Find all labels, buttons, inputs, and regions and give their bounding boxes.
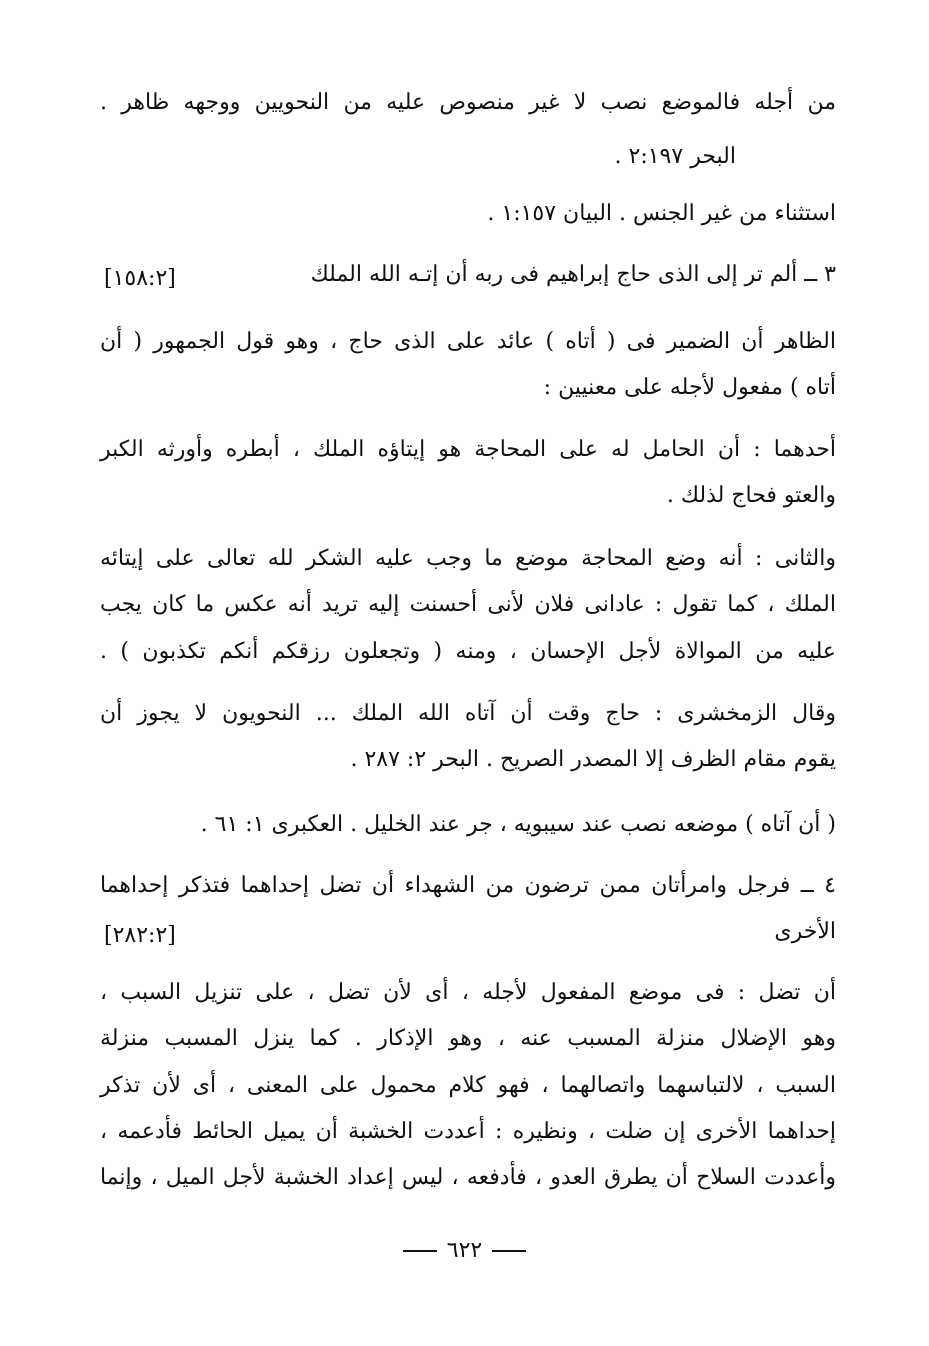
verse-line: ٣ ــ ألم تر إلى الذى حاج إبراهيم فى ربه أن إتـه الله الملك — [310, 262, 836, 287]
text-line: أتاه ) مفعول لأجله على معنيين : — [543, 375, 836, 400]
verse-reference: [٢٨٢:٢] — [104, 923, 176, 948]
text-line: يقوم مقام الظرف إلا المصدر الصريح . البحر ٢: ٢٨٧ . — [350, 747, 836, 772]
verse-line: ٤ ــ فرجل وامرأتان ممن ترضون من الشهداء أن تضل إحداهما فتذكر إحداهما — [100, 873, 836, 898]
text-line: والثانى : أنه وضع المحاجة موضع ما وجب عليه الشكر لله تعالى على إيتائه — [100, 546, 836, 571]
footer-dash — [403, 1250, 437, 1252]
text-line: من أجله فالموضع نصب لا غير منصوص عليه من النحويين ووجهه ظاهر . — [100, 90, 836, 115]
text-line: عليه من الموالاة لأجل الإحسان ، ومنه ( وتجعلون رزقكم أنكم تكذبون ) . — [100, 639, 836, 664]
text-line: وقال الزمخشرى : حاج وقت أن آتاه الله الملك ... النحويون لا يجوز أن — [100, 701, 836, 726]
text-line: وأعددت السلاح أن يطرق العدو ، فأدفعه ، ليس إعداد الخشبة لأجل الميل ، وإنما — [100, 1165, 836, 1190]
text-line: أن تضل : فى موضع المفعول لأجله ، أى لأن تضل ، على تنزيل السبب ، — [100, 980, 836, 1005]
text-line: السبب ، لالتباسهما واتصالهما ، فهو كلام محمول على المعنى ، أى لأن تذكر — [100, 1073, 836, 1098]
verse-reference: [١٥٨:٢] — [104, 266, 176, 291]
text-line: البحر ٢:١٩٧ . — [614, 144, 736, 169]
text-line: ( أن آتاه ) موضعه نصب عند سيبويه ، جر عند الخليل . العكبرى ١: ٦١ . — [200, 812, 836, 837]
page-number: ٦٢٢ — [446, 1238, 483, 1263]
page-footer — [0, 1236, 929, 1266]
footer-dash — [492, 1250, 526, 1252]
text-line: أحدهما : أن الحامل له على المحاجة هو إيتاؤه الملك ، أبطره وأورثه الكبر — [100, 437, 836, 462]
text-line: إحداهما الأخرى إن ضلت ، ونظيره : أعددت الخشبة أن يميل الحائط فأدعمه ، — [100, 1119, 836, 1144]
text-line: وهو الإضلال منزلة المسبب عنه ، وهو الإذكار . كما ينزل المسبب منزلة — [100, 1026, 836, 1051]
text-line: والعتو فحاج لذلك . — [666, 483, 836, 508]
verse-line: الأخرى — [774, 919, 836, 944]
text-line: الظاهر أن الضمير فى ( أتاه ) عائد على الذى حاج ، وهو قول الجمهور ( أن — [100, 329, 836, 354]
text-line: الملك ، كما تقول : عادانى فلان لأنى أحسنت إليه تريد أنه عكس ما كان يجب — [100, 592, 836, 617]
text-line: استثناء من غير الجنس . البيان ١:١٥٧ . — [487, 201, 836, 226]
